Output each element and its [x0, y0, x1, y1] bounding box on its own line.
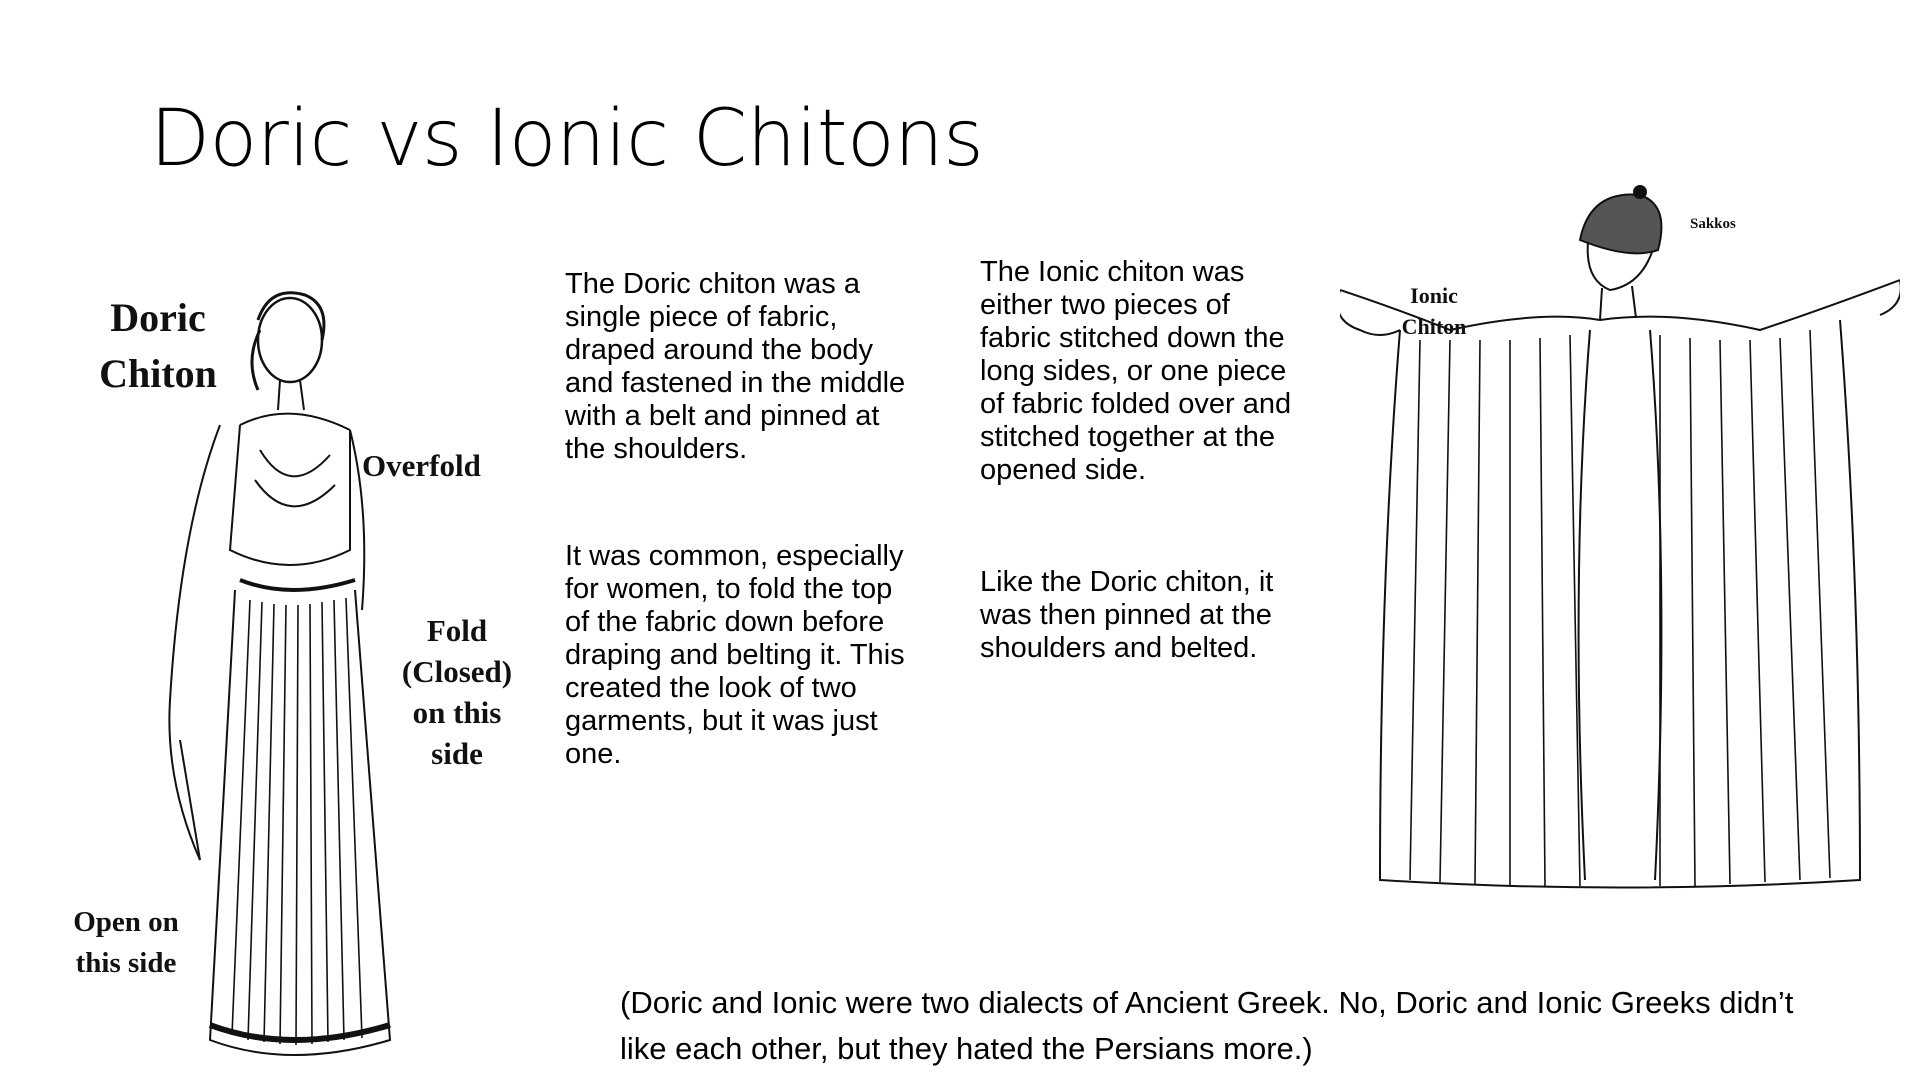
slide-title: Doric vs Ionic Chitons	[150, 94, 984, 184]
ionic-chiton-label: Ionic Chiton	[1401, 283, 1467, 339]
doric-description: The Doric chiton was a single piece of fabric, draped around the body and fastened in the middle with a belt and pinned at the shoulders.	[565, 268, 906, 465]
doric-chiton-label: Doric Chiton	[99, 295, 217, 396]
open-side-label: Open on this side	[73, 906, 179, 979]
overfold-label: Overfold	[362, 448, 481, 483]
sakkos-label: Sakkos	[1690, 216, 1736, 232]
ionic-description: The Ionic chiton was either two pieces of fabric stitched down the long sides, or one piece of fabric folded over and stitched together at the opened side.	[980, 256, 1292, 486]
fold-closed-label: Fold (Closed) on this side	[401, 613, 513, 771]
footnote: (Doric and Ionic were two dialects of Ancient Greek. No, Doric and Ionic Greeks didn’t like each other, but they hated the Persians more.)	[620, 985, 1794, 1066]
doric-overfold-description: It was common, especially for women, to fold the top of the fabric down before draping and belting it. This created the look of two garments, but it was just one.	[565, 540, 905, 770]
ionic-pinning-description: Like the Doric chiton, it was then pinned at the shoulders and belted.	[980, 566, 1274, 664]
